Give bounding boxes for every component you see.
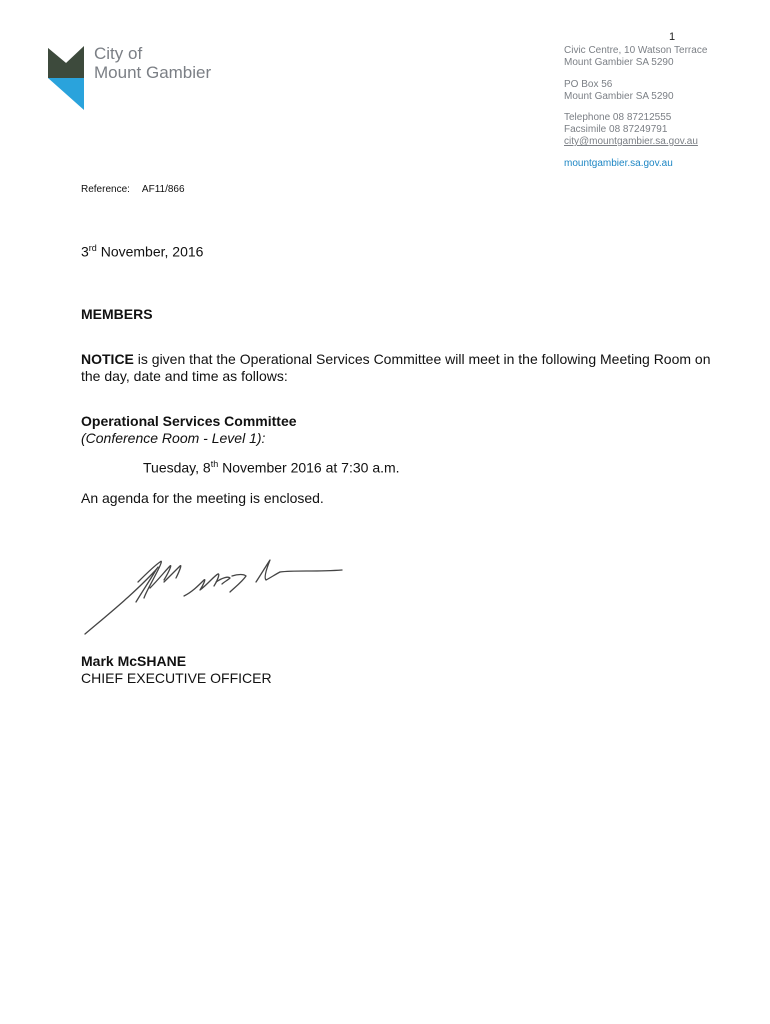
notice-text: is given that the Operational Services Committee will meet in the following Meeting Room on the day, date and time as follows: bbox=[81, 351, 711, 384]
notice-paragraph bbox=[81, 351, 711, 385]
meeting-day-rest: November 2016 at 7:30 a.m. bbox=[218, 459, 400, 476]
letter-date bbox=[81, 243, 203, 260]
meeting-datetime bbox=[143, 459, 400, 476]
po-box-block bbox=[564, 79, 674, 103]
signature-icon bbox=[80, 552, 350, 642]
signatory-name: Mark McSHANE bbox=[81, 653, 187, 669]
meeting-room: (Conference Room - Level 1): bbox=[81, 430, 266, 446]
address-block bbox=[564, 45, 707, 69]
logo-line-2: Mount Gambier bbox=[94, 63, 212, 82]
contact-block bbox=[564, 112, 698, 148]
notice-lead: NOTICE bbox=[81, 351, 134, 367]
address-suburb: Mount Gambier SA 5290 bbox=[564, 57, 674, 68]
reference-label: Reference: bbox=[81, 184, 130, 195]
date-rest: November, 2016 bbox=[96, 243, 204, 260]
agenda-note: An agenda for the meeting is enclosed. bbox=[81, 490, 324, 506]
email-link[interactable]: city@mountgambier.sa.gov.au bbox=[564, 136, 698, 147]
committee-block bbox=[81, 413, 297, 447]
po-suburb: Mount Gambier SA 5290 bbox=[564, 91, 674, 102]
salutation: MEMBERS bbox=[81, 306, 153, 322]
telephone: Telephone 08 87212555 bbox=[564, 112, 672, 123]
address-street: Civic Centre, 10 Watson Terrace bbox=[564, 45, 708, 56]
facsimile: Facsimile 08 87249791 bbox=[564, 124, 668, 135]
signatory-title: CHIEF EXECUTIVE OFFICER bbox=[81, 670, 272, 686]
date-suffix: rd bbox=[88, 243, 97, 253]
logo-line-1: City of bbox=[94, 44, 143, 63]
committee-name: Operational Services Committee bbox=[81, 413, 297, 429]
po-box: PO Box 56 bbox=[564, 79, 613, 90]
logo-wordmark bbox=[94, 44, 211, 82]
date-day: 3 bbox=[81, 243, 89, 260]
website-link[interactable]: mountgambier.sa.gov.au bbox=[564, 158, 673, 169]
meeting-day-suffix: th bbox=[210, 459, 219, 469]
meeting-day-prefix: Tuesday, 8 bbox=[143, 459, 211, 476]
signatory-block bbox=[81, 653, 272, 687]
reference-line bbox=[81, 184, 197, 195]
reference-value: AF11/866 bbox=[141, 184, 185, 195]
page-number: 1 bbox=[669, 31, 676, 43]
